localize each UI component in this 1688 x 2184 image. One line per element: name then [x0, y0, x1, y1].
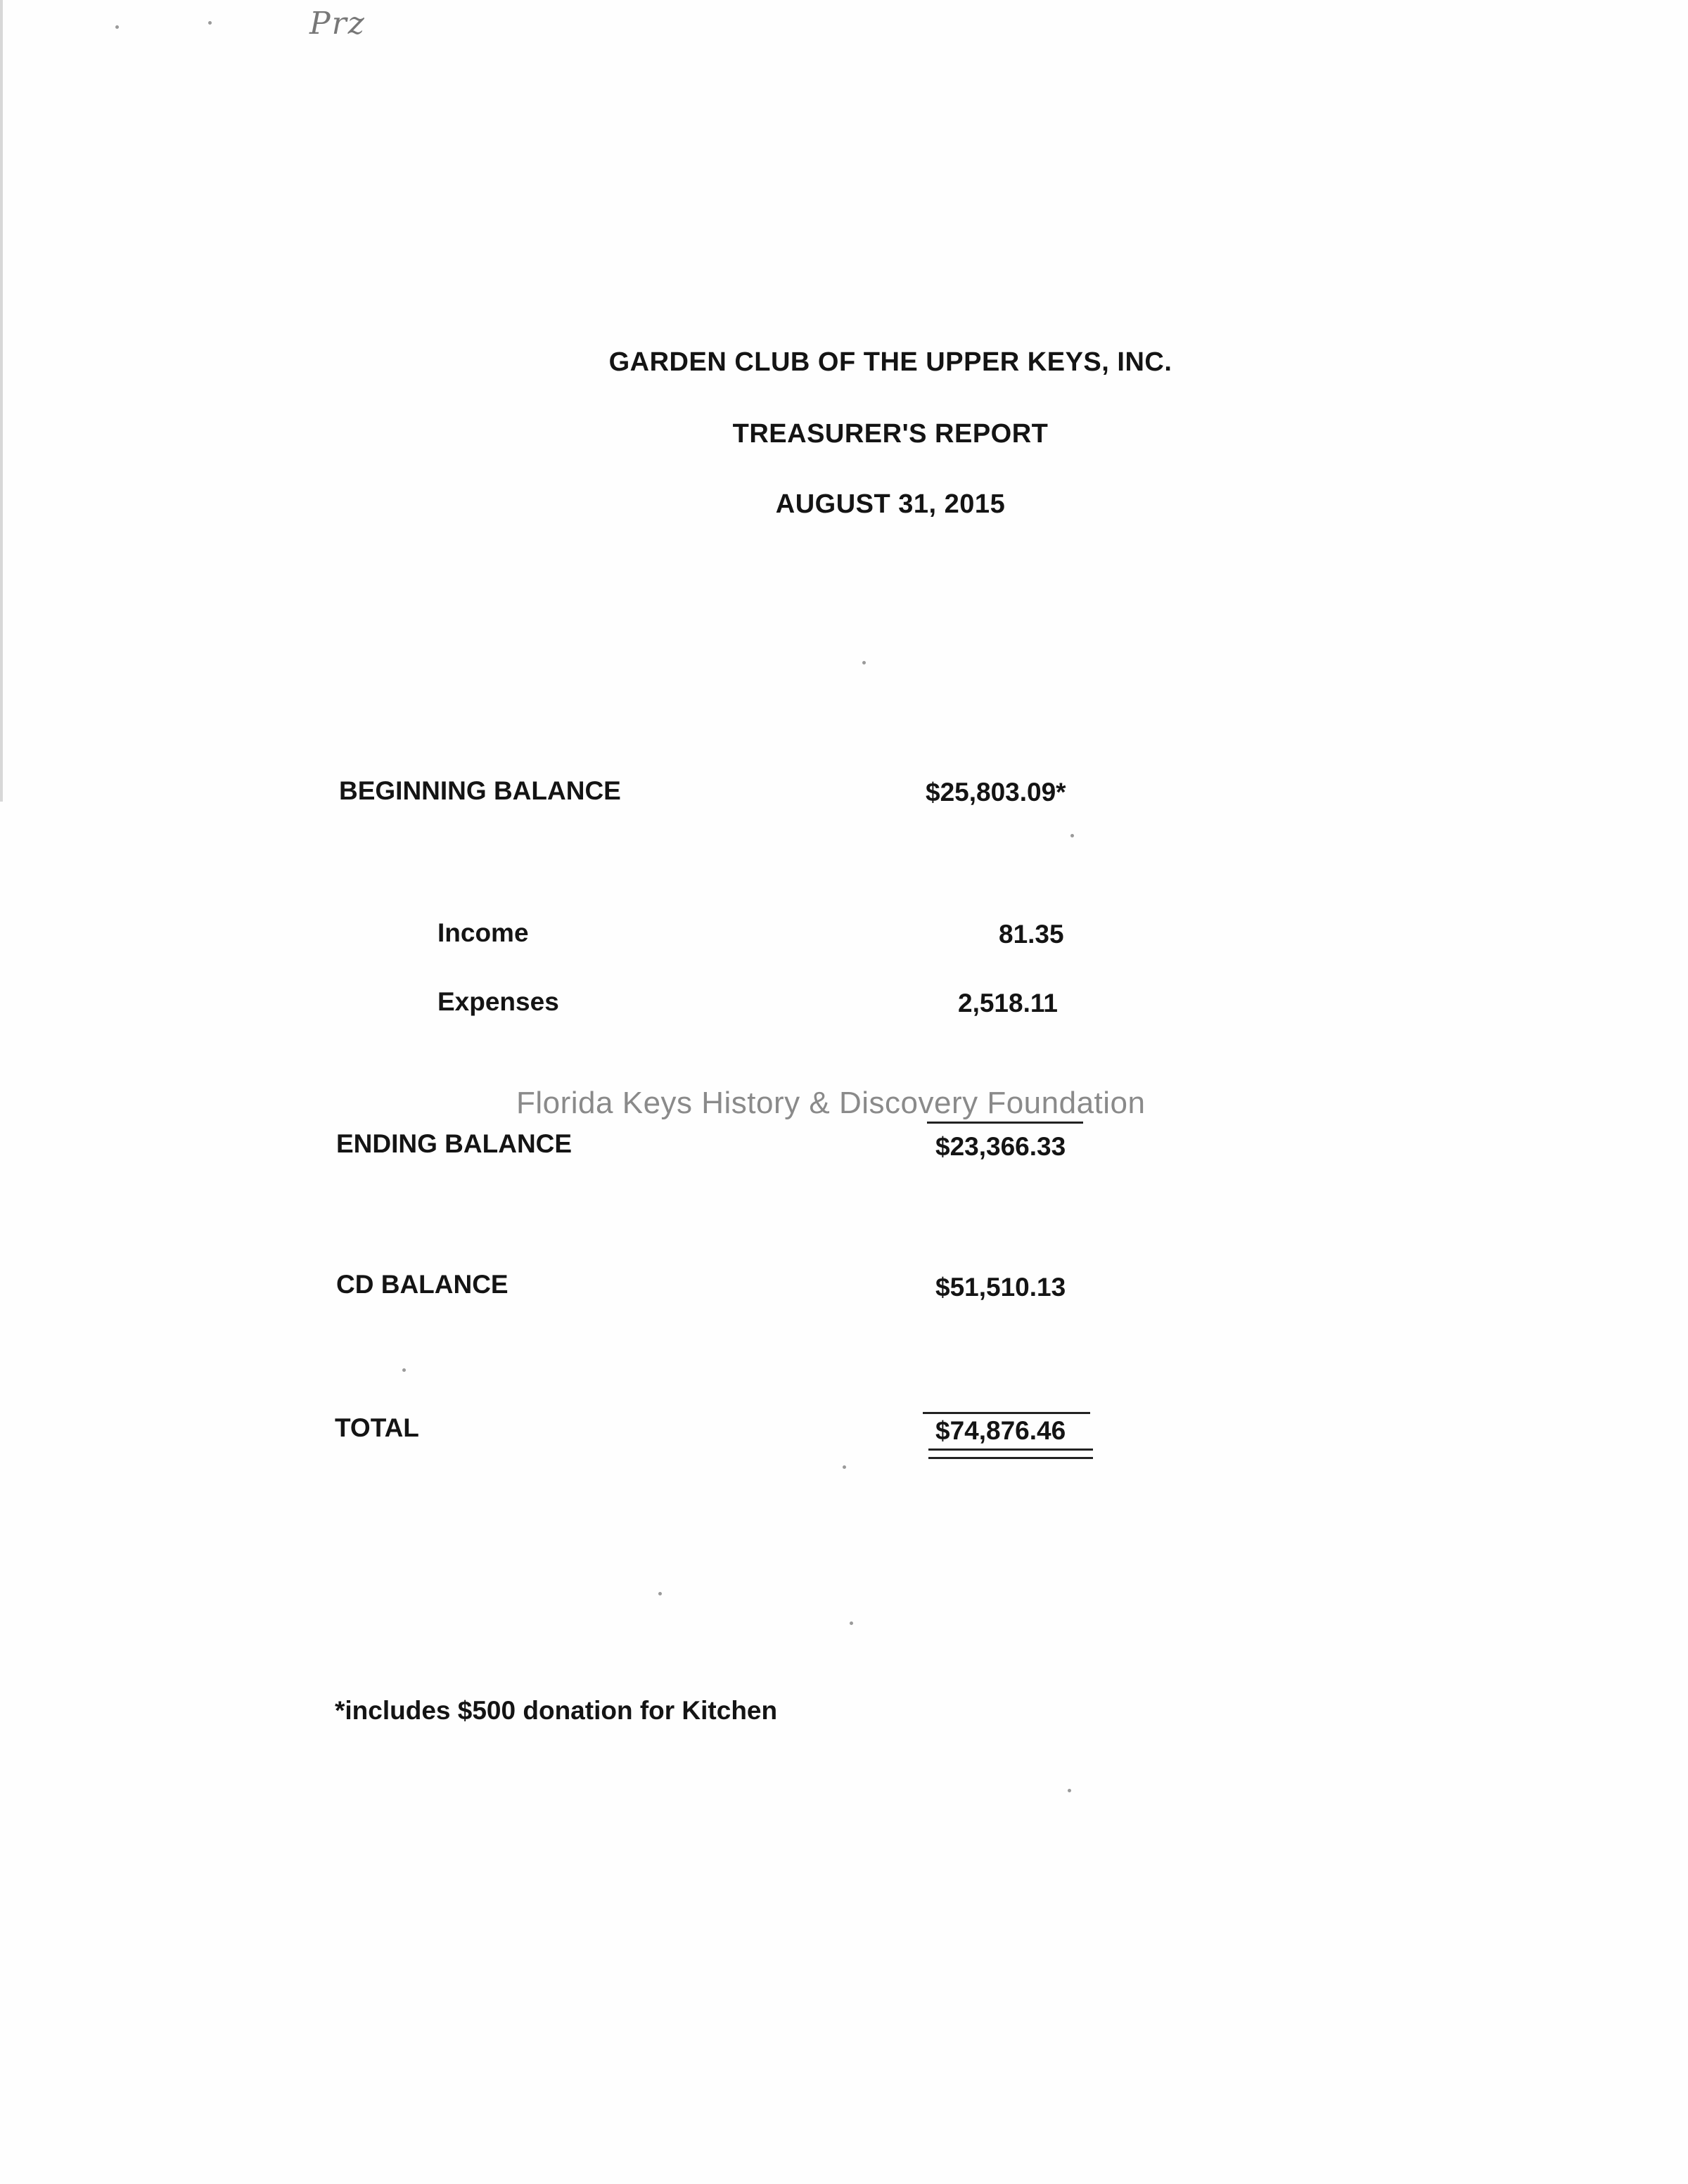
scan-speck	[862, 661, 866, 664]
report-date: AUGUST 31, 2015	[775, 489, 1006, 519]
total-double-rule-upper	[928, 1448, 1093, 1451]
cd-balance-value: $51,510.13	[935, 1273, 1066, 1302]
expenses-label: Expenses	[437, 987, 559, 1016]
scan-speck	[1068, 1789, 1071, 1792]
expenses-value: 2,518.11	[958, 989, 1058, 1017]
scan-speck	[208, 21, 212, 25]
scan-speck	[1070, 834, 1074, 837]
ending-balance-value: $23,366.33	[935, 1132, 1066, 1161]
total-value: $74,876.46	[935, 1416, 1066, 1445]
subtotal-rule	[927, 1122, 1083, 1124]
income-value: 81.35	[999, 920, 1064, 949]
scan-speck	[843, 1465, 846, 1469]
scan-edge	[0, 0, 3, 802]
scan-speck	[402, 1368, 406, 1372]
ending-balance-label: ENDING BALANCE	[336, 1129, 573, 1158]
income-label: Income	[437, 918, 529, 947]
scan-speck	[115, 25, 119, 29]
beginning-balance-label: BEGINNING BALANCE	[339, 776, 621, 805]
cd-balance-label: CD BALANCE	[336, 1270, 509, 1299]
report-title: TREASURER'S REPORT	[732, 419, 1049, 449]
beginning-balance-value: $25,803.09*	[926, 778, 1066, 807]
total-double-rule-lower	[928, 1457, 1093, 1459]
watermark: Florida Keys History & Discovery Foundation	[516, 1086, 1146, 1120]
scan-speck	[850, 1621, 853, 1625]
organization-title: GARDEN CLUB OF THE UPPER KEYS, INC.	[608, 347, 1172, 377]
total-top-rule	[923, 1412, 1090, 1414]
footnote: *includes $500 donation for Kitchen	[335, 1696, 778, 1725]
scan-speck	[658, 1592, 662, 1595]
handwritten-margin-note: Prz	[309, 6, 366, 41]
total-label: TOTAL	[335, 1413, 419, 1442]
